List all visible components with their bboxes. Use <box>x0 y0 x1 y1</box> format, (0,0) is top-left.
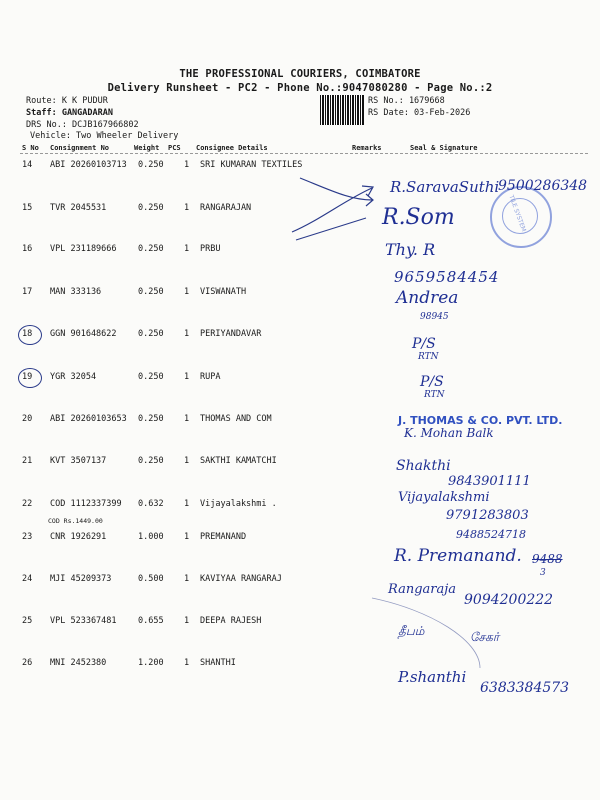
col-consignee: Consignee Details <box>196 144 268 152</box>
row-consignee: PREMANAND <box>200 532 247 542</box>
row-pcs: 1 <box>184 414 190 424</box>
row-consignee: RUPA <box>200 372 221 382</box>
col-sno: S No <box>22 144 39 152</box>
row-pcs: 1 <box>184 499 190 509</box>
rs-number: RS No.: 1679668 <box>368 96 445 106</box>
row-weight: 0.250 <box>138 160 164 170</box>
row-weight: 0.250 <box>138 203 164 213</box>
row-pcs: 1 <box>184 574 190 584</box>
signature-22: Vijayalakshmi <box>398 490 490 505</box>
row-consignment: COD 1112337399 <box>50 499 122 509</box>
struck-number-23: 9488 <box>532 552 563 566</box>
row-consignee: PERIYANDAVAR <box>200 329 262 339</box>
row-weight: 0.655 <box>138 616 164 626</box>
row-consignment: KVT 3507137 <box>50 456 107 466</box>
row-consignment: VPL 523367481 <box>50 616 117 626</box>
phone-17: 98945 <box>420 312 449 322</box>
row-consignee: SHANTHI <box>200 658 236 668</box>
seal-stamp: TILE SYSTEM <box>490 186 552 248</box>
row-pcs: 1 <box>184 658 190 668</box>
ps-19: P/S <box>420 374 444 390</box>
row-consignment: VPL 231189666 <box>50 244 117 254</box>
mark-24: 3 <box>540 568 546 578</box>
row-consignment: CNR 1926291 <box>50 532 107 542</box>
phone-21: 9843901111 <box>448 474 531 489</box>
company-title: THE PROFESSIONAL COURIERS, COIMBATORE <box>179 68 421 80</box>
col-pcs: PCS <box>168 144 181 152</box>
row-consignee: RANGARAJAN <box>200 203 252 213</box>
signature-24: Rangaraja <box>388 582 457 597</box>
row-consignment: TVR 2045531 <box>50 203 107 213</box>
drs-number: DRS No.: DCJB167966802 <box>26 120 139 130</box>
row-sno: 25 <box>22 616 33 626</box>
phone-24: 9094200222 <box>464 592 554 608</box>
row-consignee: DEEPA RAJESH <box>200 616 262 626</box>
row-sno: 18 <box>22 329 33 339</box>
rtn-19: RTN <box>424 390 445 400</box>
signature-23: R. Premanand. <box>394 546 522 566</box>
col-seal-signature: Seal & Signature <box>410 144 478 152</box>
row-weight: 0.250 <box>138 287 164 297</box>
row-consignment: MJI 45209373 <box>50 574 112 584</box>
row-pcs: 1 <box>184 287 190 297</box>
signature-16: Thy. R <box>385 240 436 259</box>
rtn-18: RTN <box>418 352 439 362</box>
row-weight: 0.250 <box>138 329 164 339</box>
signature-17: Andrea <box>396 288 459 308</box>
row-sno: 15 <box>22 203 33 213</box>
row-sno: 19 <box>22 372 33 382</box>
col-consignment: Consignment No <box>50 144 110 152</box>
phone-26: 6383384573 <box>480 680 570 696</box>
signature-15: R.Som <box>382 205 455 230</box>
phone-22: 9791283803 <box>446 508 529 523</box>
vehicle: Vehicle: Two Wheeler Delivery <box>30 131 179 141</box>
row-consignee: VISWANATH <box>200 287 247 297</box>
row-weight: 1.200 <box>138 658 164 668</box>
row-weight: 0.250 <box>138 414 164 424</box>
row-consignment: MNI 2452380 <box>50 658 107 668</box>
row-weight: 0.250 <box>138 372 164 382</box>
staff: Staff: GANGADARAN <box>26 108 113 118</box>
signature-14: R.SaravaSuthi <box>390 178 500 196</box>
route: Route: K K PUDUR <box>26 96 108 106</box>
row-weight: 1.000 <box>138 532 164 542</box>
row-pcs: 1 <box>184 532 190 542</box>
row-consignment: ABI 20260103713 <box>50 160 127 170</box>
row-weight: 0.250 <box>138 244 164 254</box>
row-consignee: SAKTHI KAMATCHI <box>200 456 277 466</box>
company-stamp-20: J. THOMAS & CO. PVT. LTD. <box>398 414 563 427</box>
phone-16: 9659584454 <box>394 268 500 286</box>
signature-26: P.shanthi <box>398 668 467 686</box>
row-sno: 23 <box>22 532 33 542</box>
rs-date: RS Date: 03-Feb-2026 <box>368 108 471 118</box>
row-pcs: 1 <box>184 244 190 254</box>
row-weight: 0.632 <box>138 499 164 509</box>
row-pcs: 1 <box>184 203 190 213</box>
signature-25a: தீபம் <box>398 624 425 638</box>
row-pcs: 1 <box>184 616 190 626</box>
row-consignment: MAN 333136 <box>50 287 102 297</box>
row-pcs: 1 <box>184 329 190 339</box>
row-sno: 16 <box>22 244 33 254</box>
row-consignee: THOMAS AND COM <box>200 414 272 424</box>
row-consignee: SRI KUMARAN TEXTILES <box>200 160 303 170</box>
row-weight: 0.250 <box>138 456 164 466</box>
row-consignee: Vijayalakshmi . <box>200 499 277 509</box>
signature-20: K. Mohan Balk <box>404 426 494 440</box>
row-sno: 22 <box>22 499 33 509</box>
row-pcs: 1 <box>184 456 190 466</box>
signature-21: Shakthi <box>396 458 451 474</box>
cod-amount: COD Rs.1449.00 <box>48 517 103 525</box>
runsheet-subtitle: Delivery Runsheet - PC2 - Phone No.:9047080280 - Page No.:2 <box>107 82 493 94</box>
col-remarks: Remarks <box>352 144 382 152</box>
col-weight: Weight <box>134 144 160 152</box>
row-consignment: ABI 20260103653 <box>50 414 127 424</box>
row-sno: 24 <box>22 574 33 584</box>
row-sno: 14 <box>22 160 33 170</box>
phone-23a: 9488524718 <box>456 528 526 541</box>
row-consignee: KAVIYAA RANGARAJ <box>200 574 282 584</box>
row-consignment: YGR 32054 <box>50 372 97 382</box>
row-sno: 20 <box>22 414 33 424</box>
row-sno: 26 <box>22 658 33 668</box>
phone-14: 9500286348 <box>498 178 588 194</box>
row-pcs: 1 <box>184 160 190 170</box>
row-pcs: 1 <box>184 372 190 382</box>
ps-18: P/S <box>412 336 436 352</box>
row-consignment: GGN 901648622 <box>50 329 117 339</box>
signature-25b: சேகர் <box>470 630 500 644</box>
row-weight: 0.500 <box>138 574 164 584</box>
row-sno: 21 <box>22 456 33 466</box>
row-sno: 17 <box>22 287 33 297</box>
row-consignee: PRBU <box>200 244 221 254</box>
